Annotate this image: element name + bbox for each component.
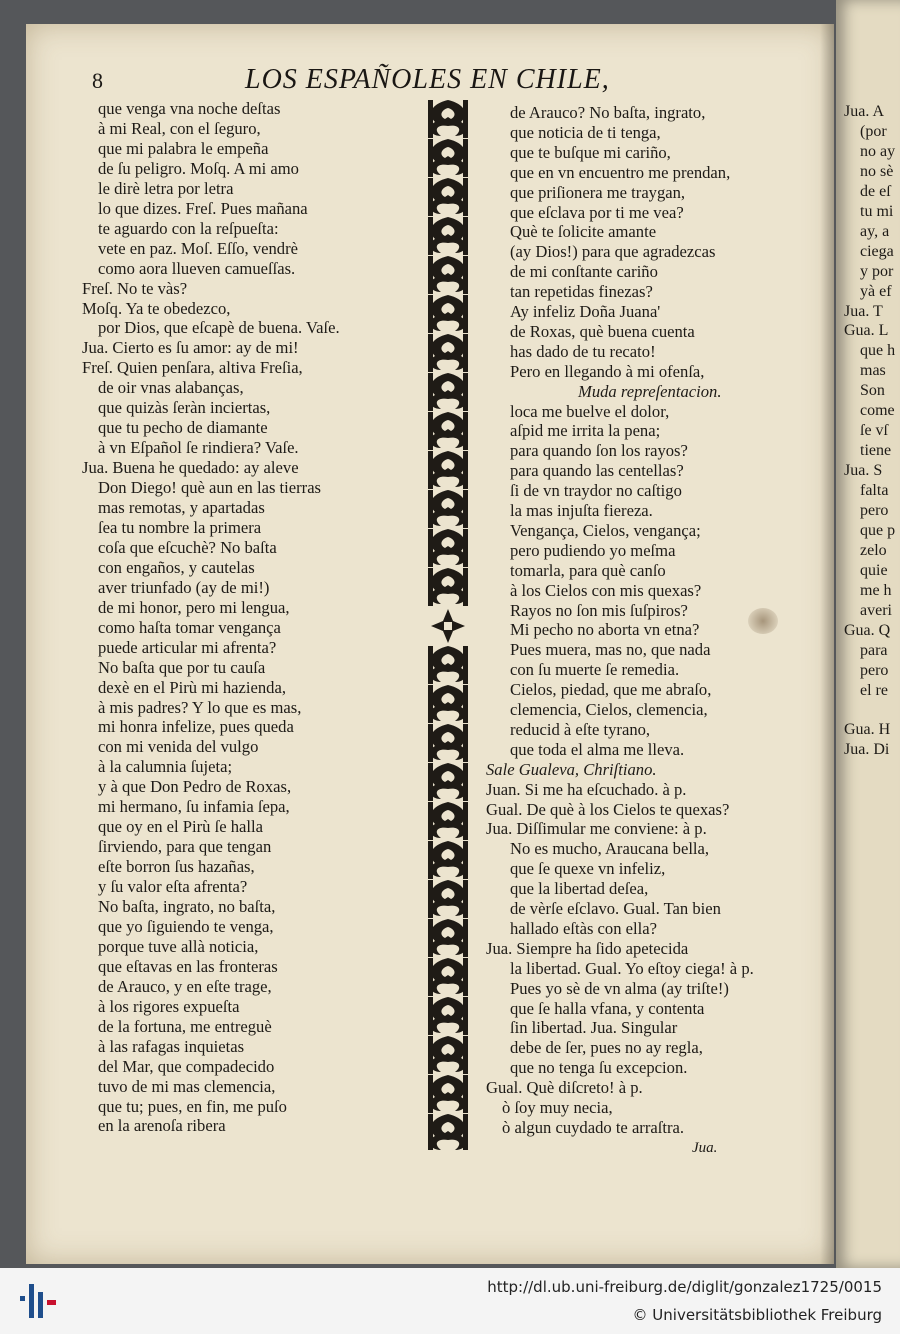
verse-line: reducid à eſte tyrano,	[510, 719, 651, 739]
verse-line: à mis padres? Y lo que es mas,	[98, 697, 302, 717]
ink-stain	[748, 608, 778, 634]
verse-line: que ſe quexe vn infeliz,	[510, 859, 666, 879]
next-page-fragment: ſe vſ	[860, 422, 888, 440]
verse-line: hallado eſtàs con ella?	[510, 918, 657, 938]
cross-ornament	[431, 609, 465, 643]
next-page-fragment: zelo	[860, 541, 887, 559]
verse-line: para quando ſon los rayos?	[510, 441, 688, 461]
floral-ornament	[428, 568, 468, 606]
verse-line: ſi de vn traydor no caſtigo	[510, 481, 682, 501]
next-page-fragment: averi	[860, 601, 892, 619]
floral-ornament	[428, 178, 468, 216]
verse-line: à mi Real, con el ſeguro,	[98, 118, 261, 138]
verse-line: que tu pecho de diamante	[98, 418, 268, 438]
verse-line: que eſtavas en las fronteras	[98, 956, 278, 976]
verse-line: de Roxas, què buena cuenta	[510, 321, 695, 341]
verse-line: No baſta que por tu cauſa	[98, 657, 266, 677]
floral-ornament	[428, 919, 468, 957]
verse-line: Pero en llegando à mi ofenſa,	[510, 361, 705, 381]
next-page-fragment: mas	[860, 362, 886, 380]
next-page-fragment: no ay	[860, 142, 896, 160]
verse-line: Juan. Si me ha eſcuchado. à p.	[486, 779, 687, 799]
verse-line: Gual. De què à los Cielos te quexas?	[486, 799, 730, 819]
next-page-fragment: y por	[860, 262, 894, 280]
floral-ornament	[428, 295, 468, 333]
verse-line: mas remotas, y apartadas	[98, 498, 265, 517]
page-number: 8	[92, 68, 103, 93]
verse-line: que noticia de ti tenga,	[510, 122, 661, 142]
verse-line: que quizàs ſeràn inciertas,	[98, 398, 271, 418]
floral-ornament	[428, 412, 468, 450]
next-page-fragment: falta	[860, 482, 889, 500]
verse-line: como aora llueven camueſſas.	[98, 258, 296, 278]
verse-line: de la fortuna, me entreguè	[98, 1016, 272, 1036]
catchword: Jua.	[692, 1140, 718, 1156]
next-page-fragment: pero	[860, 661, 889, 679]
ornamental-column-divider	[423, 100, 473, 1150]
verse-line: tomarla, para què canſo	[510, 560, 666, 580]
verse-line: pero pudiendo yo meſma	[510, 540, 676, 560]
verse-line: ſirviendo, para que tengan	[98, 837, 272, 857]
verse-line: que tu; pues, en fin, me puſo	[98, 1096, 287, 1116]
verse-line: que venga vna noche deſtas	[98, 99, 281, 118]
verse-line: del Mar, que compadecido	[98, 1056, 275, 1076]
verse-line: dexè en el Pirù mi hazienda,	[98, 677, 286, 697]
next-page-fragment: pero	[860, 502, 889, 519]
floral-ornament	[428, 529, 468, 567]
verse-line: à las rafagas inquietas	[98, 1036, 245, 1056]
verse-line: que eſclava por ti me vea?	[510, 202, 684, 222]
next-page-fragment: quie	[860, 561, 888, 579]
next-page-fragment: Jua. S	[844, 462, 883, 480]
verse-line: Rayos no ſon mis ſuſpiros?	[510, 600, 688, 620]
verse-line: Jua. Diſſimular me conviene: à p.	[486, 819, 707, 839]
verse-line: con engaños, y cautelas	[98, 557, 255, 577]
next-page-fragment: Gua. L	[844, 322, 889, 340]
next-page-fragment: no sè	[860, 162, 894, 180]
verse-line: No baſta, ingrato, no baſta,	[98, 897, 276, 916]
verse-line: que priſionera me traygan,	[510, 182, 686, 202]
verse-line: ò algun cuydado te arraſtra.	[502, 1117, 684, 1137]
verse-line: Pues muera, mas no, que nada	[510, 640, 711, 660]
next-page-fragment: Jua. A	[844, 103, 884, 120]
verse-line: à la calumnia ſujeta;	[98, 757, 233, 777]
next-page-fragment: el re	[860, 681, 888, 699]
verse-line: lo que dizes. Freſ. Pues mañana	[98, 198, 308, 218]
floral-ornament	[428, 802, 468, 840]
verse-line: Pues yo sè de vn alma (ay triſte!)	[510, 978, 729, 998]
floral-ornament	[428, 646, 468, 684]
verse-line: Jua. Cierto es ſu amor: ay de mi!	[82, 338, 299, 358]
floral-ornament	[428, 451, 468, 489]
next-page-fragment: que p	[860, 521, 896, 539]
verse-line: aver triunfado (ay de mi!)	[98, 577, 270, 597]
verse-line: te aguardo con la reſpueſta:	[98, 218, 279, 238]
verse-line: y à que Don Pedro de Roxas,	[98, 777, 292, 797]
next-page-fragment: me h	[860, 581, 892, 599]
footer-bar	[0, 1268, 900, 1334]
copyright-notice: © Universitätsbibliothek Freiburg	[632, 1306, 882, 1324]
verse-line: de oir vnas alabanças,	[98, 378, 244, 398]
verse-line: le dirè letra por letra	[98, 178, 234, 198]
verse-line: y ſu valor eſta afrenta?	[98, 877, 248, 897]
verse-line: (ay Dios!) para que agradezcas	[510, 242, 716, 262]
verse-line: en la arenoſa ribera	[98, 1116, 226, 1136]
floral-ornament	[428, 958, 468, 996]
floral-ornament	[428, 490, 468, 528]
next-page-fragment: (por	[860, 122, 887, 140]
verse-line: debe de ſer, pues no ay regla,	[510, 1038, 703, 1058]
next-page-fragment: Gua. H	[844, 721, 891, 739]
verse-line: ò ſoy muy necia,	[502, 1098, 613, 1117]
floral-ornament	[428, 373, 468, 411]
library-logo-icon	[18, 1280, 58, 1322]
floral-ornament	[428, 685, 468, 723]
verse-line: Freſ. Quien penſara, altiva Freſia,	[82, 358, 303, 378]
verse-line: ſea tu nombre la primera	[98, 517, 262, 537]
verse-line: por Dios, que eſcapè de buena. Vaſe.	[98, 318, 340, 338]
verse-line: de Arauco, y en eſte trage,	[98, 976, 272, 996]
verse-line: de vèrſe eſclavo. Gual. Tan bien	[510, 899, 721, 918]
floral-ornament	[428, 841, 468, 879]
verse-line: clemencia, Cielos, clemencia,	[510, 700, 708, 719]
verse-line: que mi palabra le empeña	[98, 138, 269, 158]
verse-line: tan repetidas finezas?	[510, 282, 653, 302]
verse-line: que toda el alma me lleva.	[510, 739, 685, 759]
verse-line: eſte borron ſus hazañas,	[98, 857, 255, 877]
verse-line: Cielos, piedad, que me abraſo,	[510, 680, 712, 700]
next-page-fragment: ciega	[860, 242, 894, 260]
verse-line: que en vn encuentro me prendan,	[510, 162, 731, 182]
next-page-fragment: Jua. Di	[844, 741, 890, 759]
next-page-fragment: que h	[860, 342, 896, 360]
running-title: LOS ESPAÑOLES EN CHILE,	[245, 64, 610, 95]
verse-line: à los Cielos con mis quexas?	[510, 580, 702, 600]
floral-ornament	[428, 724, 468, 762]
floral-ornament	[428, 256, 468, 294]
next-page-fragment: Jua. T	[844, 302, 883, 320]
verse-line: como haſta tomar vengança	[98, 617, 281, 637]
next-page-fragment: para	[860, 641, 888, 659]
verse-line: que ſe halla vfana, y contenta	[510, 998, 705, 1018]
verse-line: ſin libertad. Jua. Singular	[510, 1018, 678, 1038]
verse-line: coſa que eſcuchè? No baſta	[98, 537, 277, 557]
verse-line: Jua. Buena he quedado: ay aleve	[82, 458, 299, 478]
verse-line: à vn Eſpañol ſe rindiera? Vaſe.	[98, 438, 299, 458]
verse-line: Gual. Què diſcreto! à p.	[486, 1078, 643, 1098]
verse-line: porque tuve allà noticia,	[98, 936, 259, 956]
verse-line: que oy en el Pirù ſe halla	[98, 817, 263, 837]
verse-line: de Arauco? No baſta, ingrato,	[510, 103, 706, 122]
floral-ornament	[428, 217, 468, 255]
verse-line: que te buſque mi cariño,	[510, 142, 671, 162]
next-page-fragment: Gua. Q	[844, 621, 891, 639]
verse-line: la mas injuſta fiereza.	[510, 501, 653, 520]
verse-line: Vengança, Cielos, vengança;	[510, 520, 701, 540]
floral-ornament	[428, 1075, 468, 1113]
verse-line: No es mucho, Araucana bella,	[510, 839, 710, 859]
verse-line: que yo ſiguiendo te venga,	[98, 916, 274, 936]
verse-line: que no tenga ſu excepcion.	[510, 1058, 688, 1078]
verse-line: vete en paz. Moſ. Eſſo, vendrè	[98, 238, 298, 258]
verse-line: Ay infeliz Doña Juana'	[510, 302, 661, 321]
next-page-fragment: tu mi	[860, 202, 894, 220]
verse-line: aſpid me irrita la pena;	[510, 421, 661, 441]
floral-ornament	[428, 334, 468, 372]
verse-line: de ſu peligro. Moſq. A mi amo	[98, 158, 299, 178]
verse-line: tuvo de mi mas clemencia,	[98, 1076, 276, 1096]
verse-line: que la libertad deſea,	[510, 879, 649, 899]
next-page-fragment: Son	[860, 382, 885, 400]
next-page-fragment: ay, a	[860, 222, 890, 240]
verse-line: Mi pecho no aborta vn etna?	[510, 620, 700, 640]
floral-ornament	[428, 139, 468, 177]
floral-ornament	[428, 1036, 468, 1074]
verse-line: mi honra infelize, pues queda	[98, 717, 294, 737]
next-page-fragment: come	[860, 402, 895, 420]
verse-line: la libertad. Gual. Yo eſtoy ciega! à p.	[510, 958, 754, 978]
next-page-fragment: tiene	[860, 442, 892, 460]
verse-line: à los rigores expueſta	[98, 996, 240, 1016]
next-page-fragment: yà ef	[860, 282, 892, 300]
verse-line: de mi conſtante cariño	[510, 262, 658, 282]
verse-line: Muda repreſentacion.	[578, 381, 722, 401]
floral-ornament	[428, 997, 468, 1035]
verse-line: Moſq. Ya te obedezco,	[82, 298, 231, 318]
verse-line: con ſu muerte ſe remedia.	[510, 660, 680, 680]
verse-line: con mi venida del vulgo	[98, 737, 259, 757]
floral-ornament	[428, 1114, 468, 1150]
document-url-link[interactable]: http://dl.ub.uni-freiburg.de/diglit/gonzalez1725/0015	[487, 1278, 882, 1296]
page-header	[60, 64, 800, 104]
floral-ornament	[428, 100, 468, 138]
verse-line: Don Diego! què aun en las tierras	[98, 478, 322, 498]
verse-line: has dado de tu recato!	[510, 341, 656, 361]
verse-line: Sale Gualeva, Chriſtiano.	[486, 759, 657, 779]
verse-line: Freſ. No te vàs?	[82, 278, 188, 298]
next-page-fragment: de eſ	[860, 182, 891, 200]
verse-line: mi hermano, ſu infamia ſepa,	[98, 797, 290, 817]
verse-line: Què te ſolicite amante	[510, 222, 657, 242]
verse-line: loca me buelve el dolor,	[510, 401, 670, 421]
verse-line: Jua. Siempre ha ſido apetecida	[486, 938, 689, 958]
verse-line: puede articular mi afrenta?	[98, 637, 277, 657]
verse-line: de mi honor, pero mi lengua,	[98, 597, 290, 617]
floral-ornament	[428, 880, 468, 918]
floral-ornament	[428, 763, 468, 801]
verse-line: para quando las centellas?	[510, 461, 684, 481]
